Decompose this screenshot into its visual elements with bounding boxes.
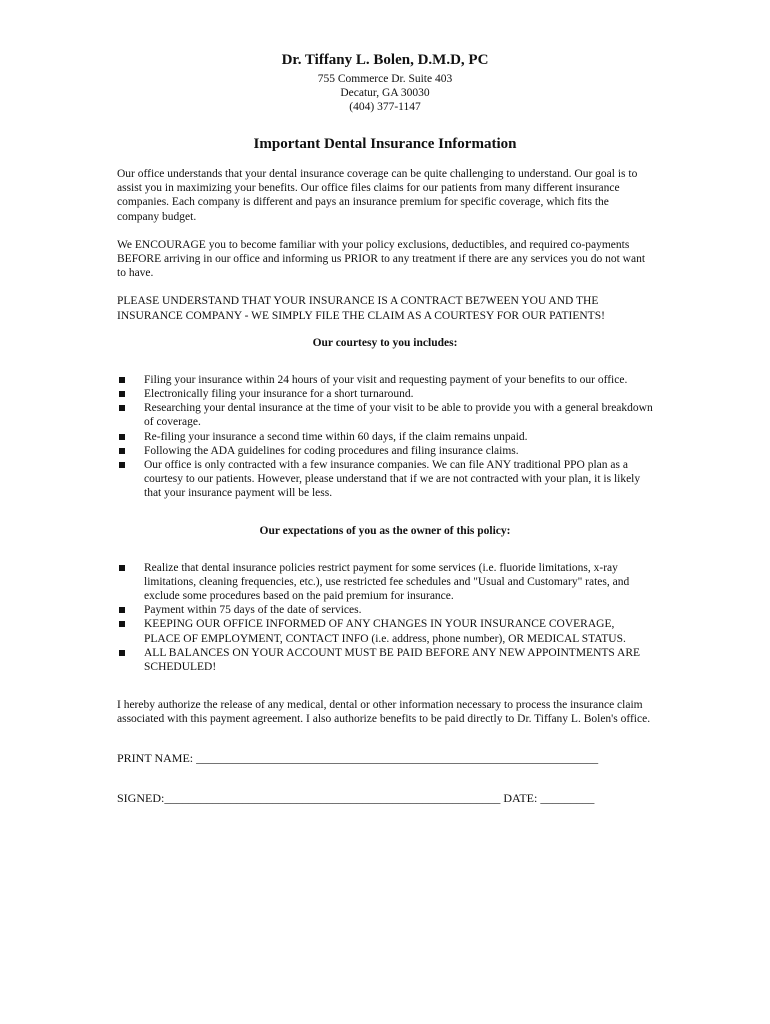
intro-paragraph: Our office understands that your dental insurance coverage can be quite challenging to understand. Our goal is to assist you in maximizing your benefits. Our office files claims for our patients from many different insurance companies. Each company is different and pays an insurance premium for specific coverage, which fits the company budget. [117,168,638,223]
list-item [117,617,653,645]
square-bullet-icon [119,448,125,454]
list-item-text: Filing your insurance within 24 hours of your visit and requesting payment of your benefits to our office. [144,373,628,386]
list-item [117,373,653,387]
list-item-text: Following the ADA guidelines for coding procedures and filing insurance claims. [144,444,519,457]
letterhead [117,52,653,114]
date-field[interactable]: _________ [540,790,595,805]
square-bullet-icon [119,650,125,656]
list-item [117,458,653,501]
square-bullet-icon [119,377,125,383]
practice-name: Dr. Tiffany L. Bolen, D.M.D, PC [281,52,489,68]
print-name-field[interactable]: ___________________________________________________________________ [196,750,599,765]
expectations-list [117,561,653,675]
list-item [117,387,653,401]
list-item-text: KEEPING OUR OFFICE INFORMED OF ANY CHANGES IN YOUR INSURANCE COVERAGE, PLACE OF EMPLOYMENT, CONTACT INFO (i.e. address, phone number), OR MEDICAL STATUS. [144,618,626,645]
courtesy-list [117,373,653,501]
list-item [117,603,653,617]
contract-notice-paragraph: PLEASE UNDERSTAND THAT YOUR INSURANCE IS A CONTRACT BE7WEEN YOU AND THE INSURANCE COMPANY - WE SIMPLY FILE THE CLAIM AS A COURTESY FOR OUR PATIENTS! [117,295,605,322]
address-line-phone: (404) 377-1147 [349,101,421,113]
square-bullet-icon [119,621,125,627]
date-label: DATE: [503,790,538,805]
authorization-paragraph: I hereby authorize the release of any medical, dental or other information necessary to process the insurance claim associated with this payment agreement. I also authorize benefits to be paid directly to Dr. Tiffany L. Bolen's office. [117,699,651,726]
list-item-text: Our office is only contracted with a few insurance companies. We can file ANY traditional PPO plan as a courtesy to our patients. However, please understand that if we are not contracted with your plan, it is likely that your insurance payment will be less. [144,459,641,500]
print-name-label: PRINT NAME: [117,750,194,765]
signature-line [117,791,653,805]
expectations-heading: Our expectations of you as the owner of this policy: [259,524,511,537]
signed-label: SIGNED: [117,790,165,805]
square-bullet-icon [119,391,125,397]
encourage-paragraph: We ENCOURAGE you to become familiar with your policy exclusions, deductibles, and required co-payments BEFORE arriving in our office and informing us PRIOR to any treatment if there are any services you do not want to have. [117,238,646,280]
square-bullet-icon [119,405,125,411]
list-item [117,444,653,458]
courtesy-heading: Our courtesy to you includes: [312,336,458,349]
square-bullet-icon [119,607,125,613]
list-item-text: Researching your dental insurance at the time of your visit to be able to provide you with a general breakdown of coverage. [144,402,653,429]
print-name-line [117,751,653,765]
square-bullet-icon [119,565,125,571]
address-line-street: 755 Commerce Dr. Suite 403 [317,73,453,85]
list-item [117,646,653,674]
address-line-city: Decatur, GA 30030 [340,87,430,99]
list-item [117,401,653,429]
list-item-text: Realize that dental insurance policies restrict payment for some services (i.e. fluoride limitations, x-ray limitations, cleaning frequencies, etc.), use restricted fee schedules and "Usual and Customary" rates, and exclude some procedures based on the paid premium for insurance. [144,561,630,603]
square-bullet-icon [119,462,125,468]
list-item [117,561,653,604]
document-title: Important Dental Insurance Information [253,136,517,152]
list-item-text: Payment within 75 days of the date of services. [144,604,362,617]
document-content [117,52,653,805]
signature-field[interactable]: ________________________________________________________ [164,790,501,805]
list-item [117,430,653,444]
list-item-text: Electronically filing your insurance for a short turnaround. [144,388,414,401]
list-item-text: Re-filing your insurance a second time within 60 days, if the claim remains unpaid. [144,430,528,443]
square-bullet-icon [119,434,125,440]
list-item-text: ALL BALANCES ON YOUR ACCOUNT MUST BE PAID BEFORE ANY NEW APPOINTMENTS ARE SCHEDULED! [144,646,641,674]
